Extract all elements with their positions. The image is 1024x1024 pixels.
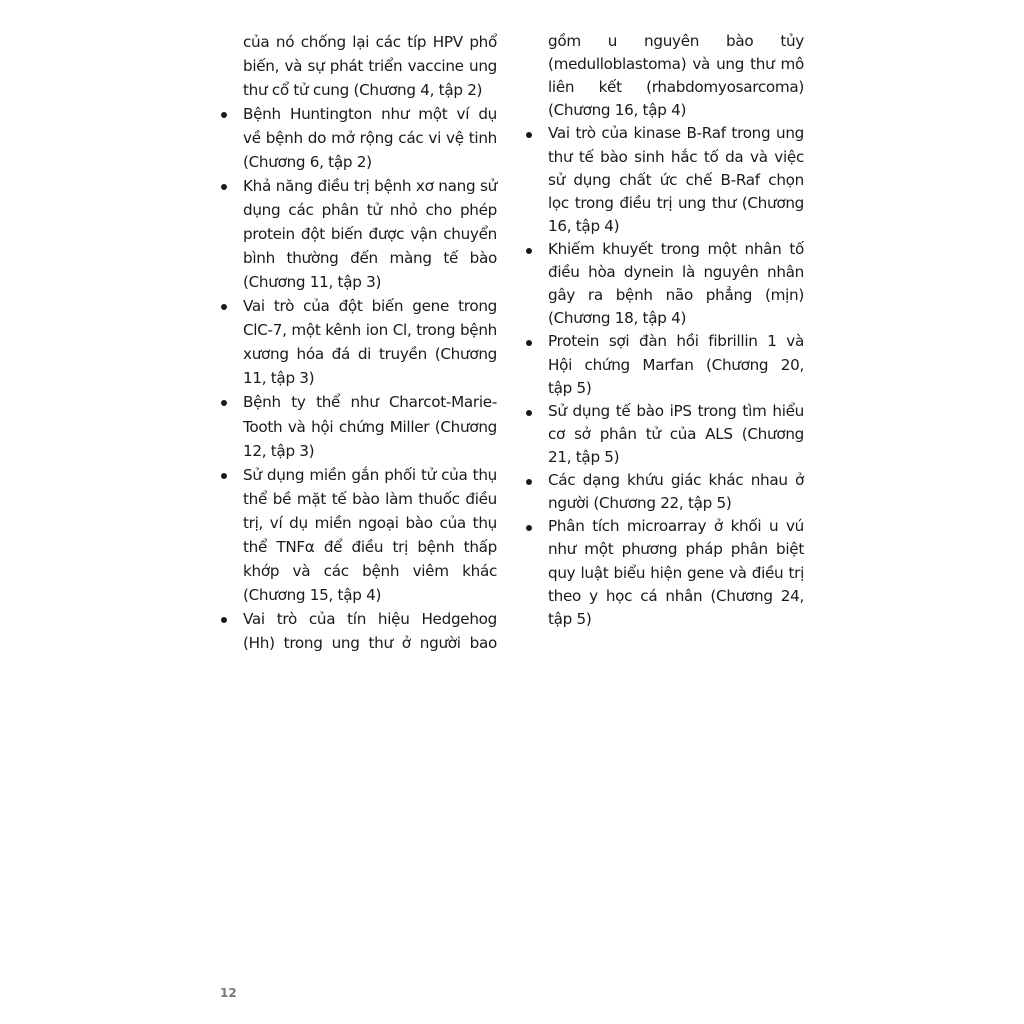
text-line: của nó chống lại các típ HPV phổ bbox=[243, 33, 497, 51]
text-line: Phân tích microarray ở khối u vú bbox=[548, 517, 804, 536]
text-line: gây ra bệnh não phẳng (mịn) bbox=[548, 286, 804, 305]
bullet-item bbox=[548, 238, 804, 330]
bullet-item bbox=[548, 400, 804, 469]
text-line: Vai trò của tín hiệu Hedgehog bbox=[243, 609, 497, 628]
text-line: (Chương 16, tập 4) bbox=[548, 101, 687, 120]
text-line: Vai trò của kinase B-Raf trong ung bbox=[548, 124, 804, 143]
text-line: 16, tập 4) bbox=[548, 216, 620, 235]
text-line: Tooth và hội chứng Miller (Chương bbox=[243, 417, 497, 436]
text-line: 21, tập 5) bbox=[548, 447, 620, 466]
bullet-item bbox=[243, 294, 497, 390]
text-line: (Hh) trong ung thư ở người bao bbox=[243, 633, 497, 652]
page-number: 12 bbox=[220, 986, 237, 1000]
text-line: thư cổ tử cung (Chương 4, tập 2) bbox=[243, 81, 483, 100]
text-line: biến, và sự phát triển vaccine ung bbox=[243, 57, 497, 76]
text-line: Bệnh ty thể như Charcot-Marie- bbox=[243, 393, 497, 412]
text-line: Hội chứng Marfan (Chương 20, bbox=[548, 355, 804, 374]
text-line: Bệnh Huntington như một ví dụ bbox=[243, 105, 497, 124]
text-line: gồm u nguyên bào tủy bbox=[548, 32, 804, 50]
text-line: liên kết (rhabdomyosarcoma) bbox=[548, 78, 804, 97]
text-line: bình thường đến màng tế bào bbox=[243, 249, 497, 268]
bullet-item bbox=[243, 174, 497, 294]
text-line: điều hòa dynein là nguyên nhân bbox=[548, 263, 804, 282]
text-line: quy luật biểu hiện gene và điều trị bbox=[548, 563, 804, 582]
text-line: khớp và các bệnh viêm khác bbox=[243, 561, 497, 580]
text-line: Các dạng khứu giác khác nhau ở bbox=[548, 471, 804, 490]
text-line: như một phương pháp phân biệt bbox=[548, 540, 804, 559]
text-line: (Chương 6, tập 2) bbox=[243, 153, 372, 172]
text-line: ClC-7, một kênh ion Cl, trong bệnh bbox=[243, 321, 497, 340]
text-line: (Chương 15, tập 4) bbox=[243, 585, 382, 604]
text-line: (medulloblastoma) và ung thư mô bbox=[548, 55, 804, 74]
bullet-item bbox=[548, 330, 804, 399]
text-line: (Chương 11, tập 3) bbox=[243, 273, 382, 292]
text-line: cơ sở phân tử của ALS (Chương bbox=[548, 424, 804, 443]
text-line: về bệnh do mở rộng các vi vệ tinh bbox=[243, 129, 497, 148]
bullet-item bbox=[243, 607, 497, 655]
text-line: Sử dụng miền gắn phối tử của thụ bbox=[243, 465, 497, 484]
text-line: theo y học cá nhân (Chương 24, bbox=[548, 586, 804, 605]
bullet-item bbox=[243, 390, 497, 462]
text-line: 11, tập 3) bbox=[243, 369, 315, 388]
text-line: thể bề mặt tế bào làm thuốc điều bbox=[243, 489, 497, 508]
text-line: trị, ví dụ miền ngoại bào của thụ bbox=[243, 513, 497, 532]
text-line: thể TNFα để điều trị bệnh thấp bbox=[243, 537, 497, 556]
text-line: 12, tập 3) bbox=[243, 441, 315, 460]
bullet-item bbox=[243, 463, 497, 607]
text-line: xương hóa đá di truyền (Chương bbox=[243, 345, 497, 364]
right-column bbox=[548, 30, 804, 631]
text-line: Sử dụng tế bào iPS trong tìm hiểu bbox=[548, 401, 804, 420]
text-line: protein đột biến được vận chuyển bbox=[243, 225, 497, 244]
left-column bbox=[243, 30, 497, 655]
text-line: tập 5) bbox=[548, 378, 592, 397]
text-line: lọc trong điều trị ung thư (Chương bbox=[548, 193, 804, 212]
text-line: tập 5) bbox=[548, 609, 592, 628]
text-line: sử dụng chất ức chế B-Raf chọn bbox=[548, 170, 804, 189]
bullet-item bbox=[548, 122, 804, 238]
bullet-item bbox=[243, 102, 497, 174]
bullet-item bbox=[548, 515, 804, 631]
text-line: dụng các phân tử nhỏ cho phép bbox=[243, 201, 497, 220]
text-line: Khả năng điều trị bệnh xơ nang sử bbox=[243, 177, 497, 196]
text-line: Protein sợi đàn hồi fibrillin 1 và bbox=[548, 332, 804, 351]
continued-item bbox=[548, 30, 804, 122]
bullet-item bbox=[548, 469, 804, 515]
text-line: Vai trò của đột biến gene trong bbox=[243, 297, 497, 316]
text-line: (Chương 18, tập 4) bbox=[548, 309, 687, 328]
text-line: Khiếm khuyết trong một nhân tố bbox=[548, 239, 804, 258]
text-line: người (Chương 22, tập 5) bbox=[548, 494, 732, 513]
text-line: thư tế bào sinh hắc tố da và việc bbox=[548, 147, 804, 166]
continued-item bbox=[243, 30, 497, 102]
